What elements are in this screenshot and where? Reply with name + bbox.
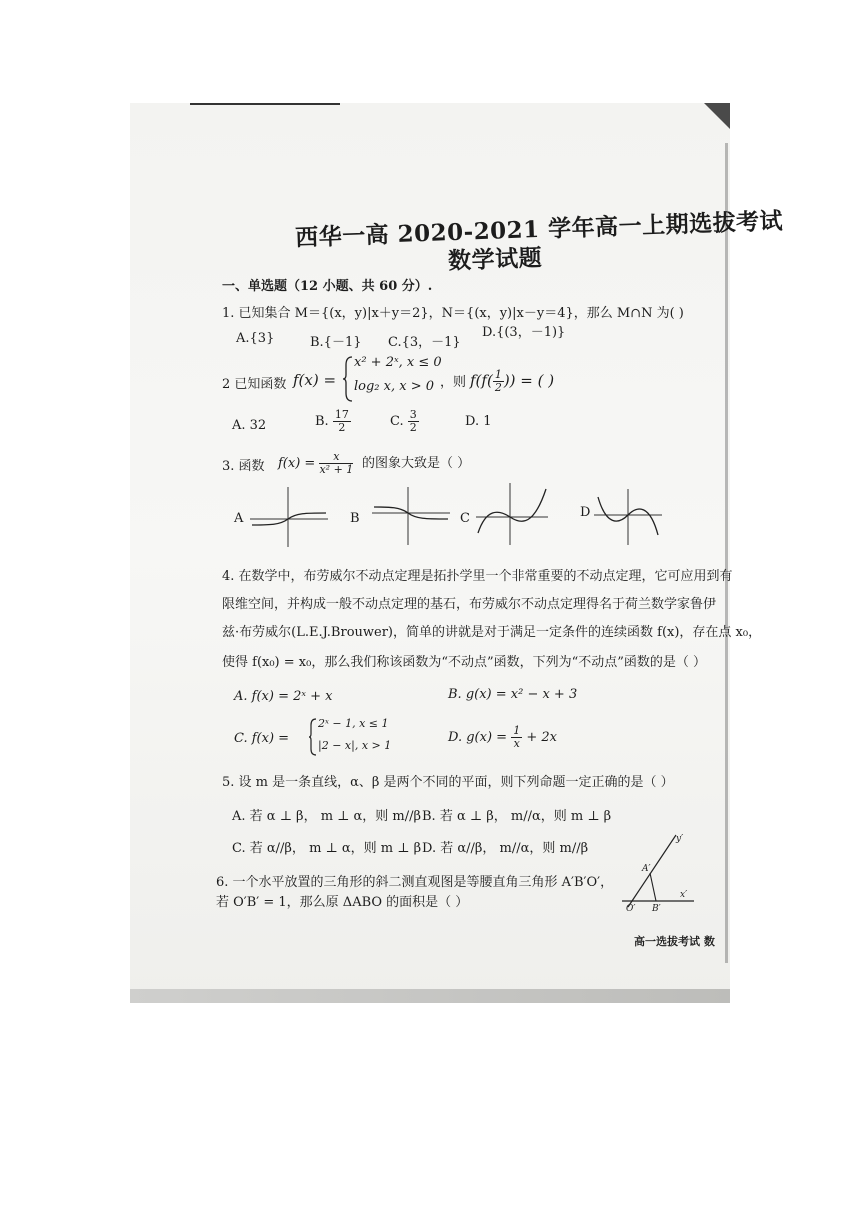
q5-stem: 5. 设 m 是一条直线，α、β 是两个不同的平面，则下列命题一定正确的是（ ）: [222, 775, 674, 790]
q2-option-c: [390, 409, 419, 434]
q6-label-o: O′: [626, 904, 636, 914]
q4-option-c-brace: [308, 717, 318, 757]
exam-content: [130, 103, 784, 1003]
q2-option-c-denominator: 2: [409, 421, 417, 435]
q5-option-d: D. 若 α//β， m//α，则 m//β: [422, 841, 589, 856]
q2-prefix: 2 已知函数: [222, 377, 287, 392]
q4-option-c-case-1: 2ˣ − 1, x ≤ 1: [318, 717, 389, 730]
q1-option-c: C.{3，－1}: [388, 335, 461, 350]
q2-option-c-numerator: 3: [409, 408, 417, 421]
graph-a: [248, 483, 330, 549]
graph-b: [370, 483, 452, 549]
q4-option-d-denominator: x: [513, 737, 520, 751]
section-heading: 一、单选题（12 小题、共 60 分）.: [222, 279, 433, 294]
q2-expr-fraction: [493, 369, 504, 394]
q3-suffix: 的图象大致是（ ）: [362, 456, 471, 471]
q6-line-2: 若 O′B′ = 1，那么原 ΔABO 的面积是（ ）: [216, 895, 469, 910]
q4-line-2: 限维空间，并构成一般不动点定理的基石，布劳威尔不动点定理得名于荷兰数学家鲁伊: [222, 597, 717, 612]
exam-photo: [130, 103, 784, 1003]
q2-expr-denominator: 2: [494, 381, 502, 395]
q2-case-2: log₂ x, x > 0: [354, 379, 435, 394]
graph-c-label: C: [460, 511, 470, 526]
q6-label-x: x′: [680, 890, 688, 900]
q4-option-d: [448, 725, 557, 750]
q2-expr-right: )) = ( ): [503, 371, 555, 390]
q2-then: ，则: [440, 375, 467, 390]
q2-option-c-fraction: [408, 409, 419, 434]
q2-case-1: x² + 2ˣ, x ≤ 0: [354, 355, 442, 370]
q4-option-c-label: C. f(x) =: [234, 731, 290, 746]
q2-option-d: D. 1: [465, 414, 492, 429]
q2-expression: [470, 369, 554, 394]
q2-expr-left: f(f(: [470, 371, 493, 390]
q3-function-label: f(x) =: [278, 456, 316, 472]
q6-line-1: 6. 一个水平放置的三角形的斜二测直观图是等腰直角三角形 A′B′O′，: [216, 875, 614, 890]
q3-fraction: [319, 451, 353, 476]
q4-line-3: 兹·布劳威尔(L.E.J.Brouwer)，简单的讲就是对于满足一定条件的连续函数 f(x)，存在点 x₀，: [222, 625, 762, 640]
q4-option-b: B. g(x) = x² − x + 3: [448, 687, 578, 702]
q4-option-d-numerator: 1: [513, 724, 521, 737]
q4-option-c-case-2: |2 − x|, x > 1: [318, 739, 392, 752]
q1-option-b: B.{－1}: [310, 335, 362, 350]
q4-option-a: A. f(x) = 2ˣ + x: [234, 689, 333, 704]
q2-expr-numerator: 1: [494, 368, 502, 381]
q4-line-1: 4. 在数学中，布劳威尔不动点定理是拓扑学里一个非常重要的不动点定理，它可应用到有: [222, 569, 733, 584]
q1-option-d: D.{(3，－1)}: [482, 325, 566, 340]
q5-option-c: C. 若 α//β， m ⊥ α，则 m ⊥ β: [232, 841, 422, 856]
q2-function-label: f(x) =: [293, 371, 337, 389]
exam-subtitle: 数学试题: [447, 244, 543, 275]
exam-title: 西华一高 2020-2021 学年高一上期选拔考试: [294, 207, 784, 252]
q2-brace: [342, 355, 354, 403]
q6-label-b: B′: [652, 904, 661, 914]
q3-formula: [278, 451, 353, 476]
q6-figure: [618, 831, 698, 913]
q5-option-b: B. 若 α ⊥ β， m//α，则 m ⊥ β: [422, 809, 612, 824]
q1-stem: 1. 已知集合 M＝{(x，y)|x＋y＝2}，N＝{(x，y)|x－y＝4}，那么 M∩N 为( ): [222, 306, 684, 321]
q2-option-a: A. 32: [232, 418, 267, 433]
q2-option-b-numerator: 17: [334, 408, 349, 421]
q4-option-d-tail: + 2x: [526, 730, 557, 746]
graph-d-label: D: [580, 505, 591, 520]
q4-option-d-label: D. g(x) =: [448, 730, 508, 746]
q4-option-d-fraction: [511, 725, 522, 750]
q3-denominator: x² + 1: [319, 463, 354, 477]
q3-numerator: x: [319, 451, 353, 464]
q4-line-4: 使得 f(x₀) = x₀，那么我们称该函数为“不动点”函数，下列为“不动点”函数的是（ ）: [222, 655, 707, 670]
q3-prefix: 3. 函数: [222, 459, 265, 474]
q2-option-b-label: B.: [315, 414, 329, 430]
graph-d: [592, 485, 664, 547]
graph-c: [474, 479, 550, 549]
graph-a-label: A: [234, 511, 244, 526]
q1-option-a: A.{3}: [236, 331, 275, 346]
graph-b-label: B: [350, 511, 360, 526]
q2-option-b-denominator: 2: [338, 421, 346, 435]
q2-option-b-fraction: [333, 409, 351, 434]
q6-label-y: y′: [676, 834, 684, 844]
page-footer: 高一选拔考试 数: [634, 935, 715, 948]
q2-option-c-label: C.: [390, 414, 404, 430]
q6-label-a: A′: [642, 864, 651, 874]
q5-option-a: A. 若 α ⊥ β， m ⊥ α，则 m//β: [232, 809, 422, 824]
q2-option-b: [315, 409, 351, 434]
